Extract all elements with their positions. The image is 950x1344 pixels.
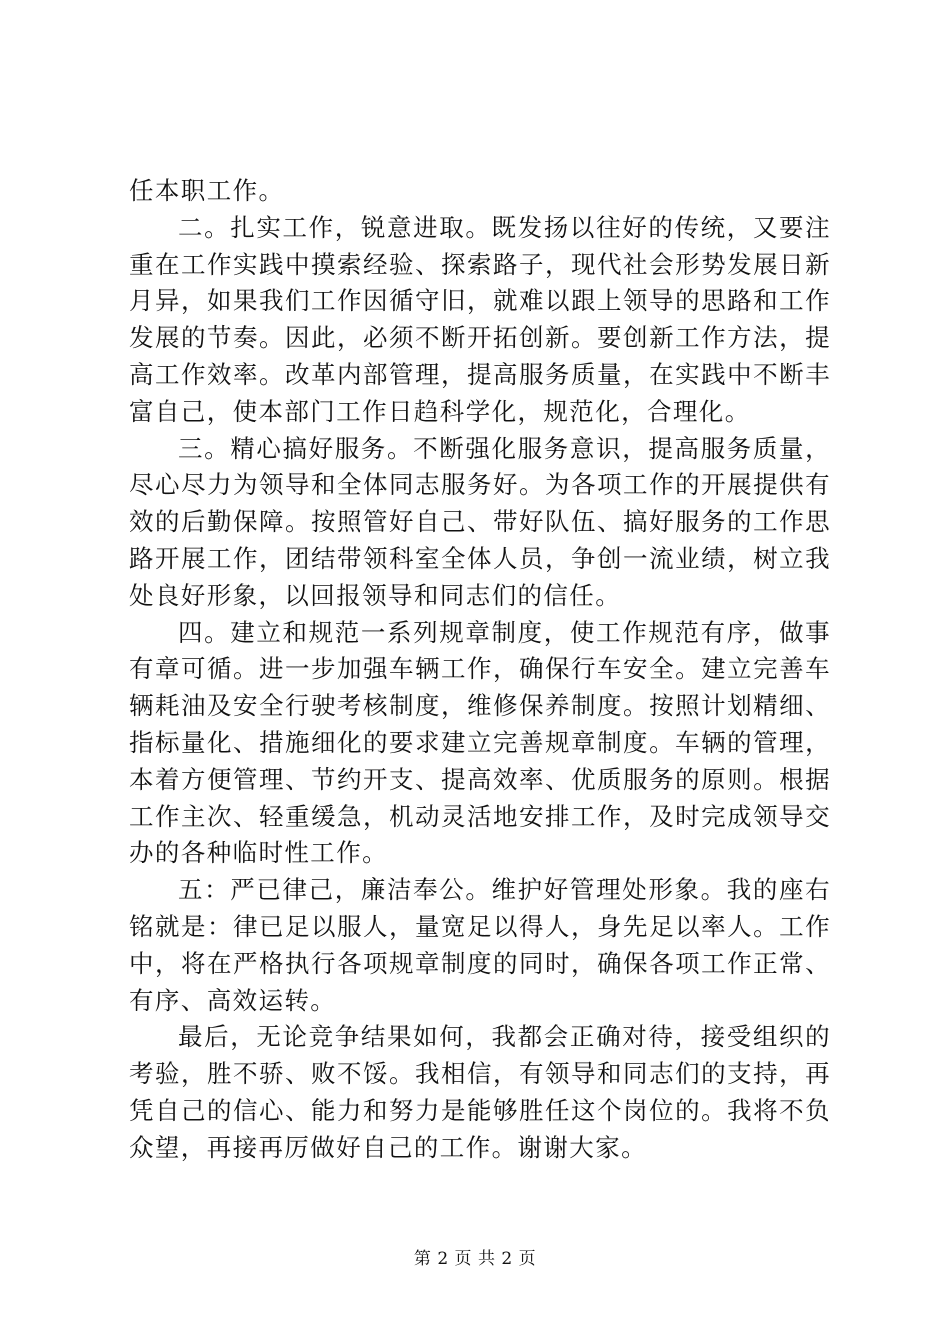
paragraph-item-2: 二。扎实工作，锐意进取。既发扬以往好的传统，又要注重在工作实践中摸索经验、探索路子，现代社会形势发展日新月异，如果我们工作因循守旧，就难以跟上领导的思路和工作发展的节奏。因此，必须不断开拓创新。要创新工作方法，提高工作效率。改革内部管理，提高服务质量，在实践中不断丰富自己，使本部门工作日趋科学化，规范化，合理化。 (129, 212, 831, 426)
paragraph-item-5: 五：严已律己，廉洁奉公。维护好管理处形象。我的座右铭就是：律已足以服人，量宽足以得人，身先足以率人。工作中，将在严格执行各项规章制度的同时，确保各项工作正常、有序、高效运转。 (129, 875, 831, 1015)
paragraph-closing: 最后，无论竞争结果如何，我都会正确对待，接受组织的考验，胜不骄、败不馁。我相信，有领导和同志们的支持，再凭自己的信心、能力和努力是能够胜任这个岗位的。我将不负众望，再接再厉做好自己的工作。谢谢大家。 (129, 1022, 831, 1162)
paragraph-item-3: 三。精心搞好服务。不断强化服务意识，提高服务质量，尽心尽力为领导和全体同志服务好。为各项工作的开展提供有效的后勤保障。按照管好自己、带好队伍、搞好服务的工作思路开展工作，团结带领科室全体人员，争创一流业绩，树立我处良好形象，以回报领导和同志们的信任。 (129, 433, 831, 610)
document-body (129, 173, 831, 1167)
page-number-footer: 第 2 页 共 2 页 (413, 1249, 537, 1269)
paragraph-continuation: 任本职工作。 (129, 176, 285, 205)
paragraph-item-4: 四。建立和规范一系列规章制度，使工作规范有序，做事有章可循。进一步加强车辆工作，确保行车安全。建立完善车辆耗油及安全行驶考核制度，维修保养制度。按照计划精细、指标量化、措施细化的要求建立完善规章制度。车辆的管理，本着方便管理、节约开支、提高效率、优质服务的原则。根据工作主次、轻重缓急，机动灵活地安排工作，及时完成领导交办的各种临时性工作。 (129, 617, 831, 868)
